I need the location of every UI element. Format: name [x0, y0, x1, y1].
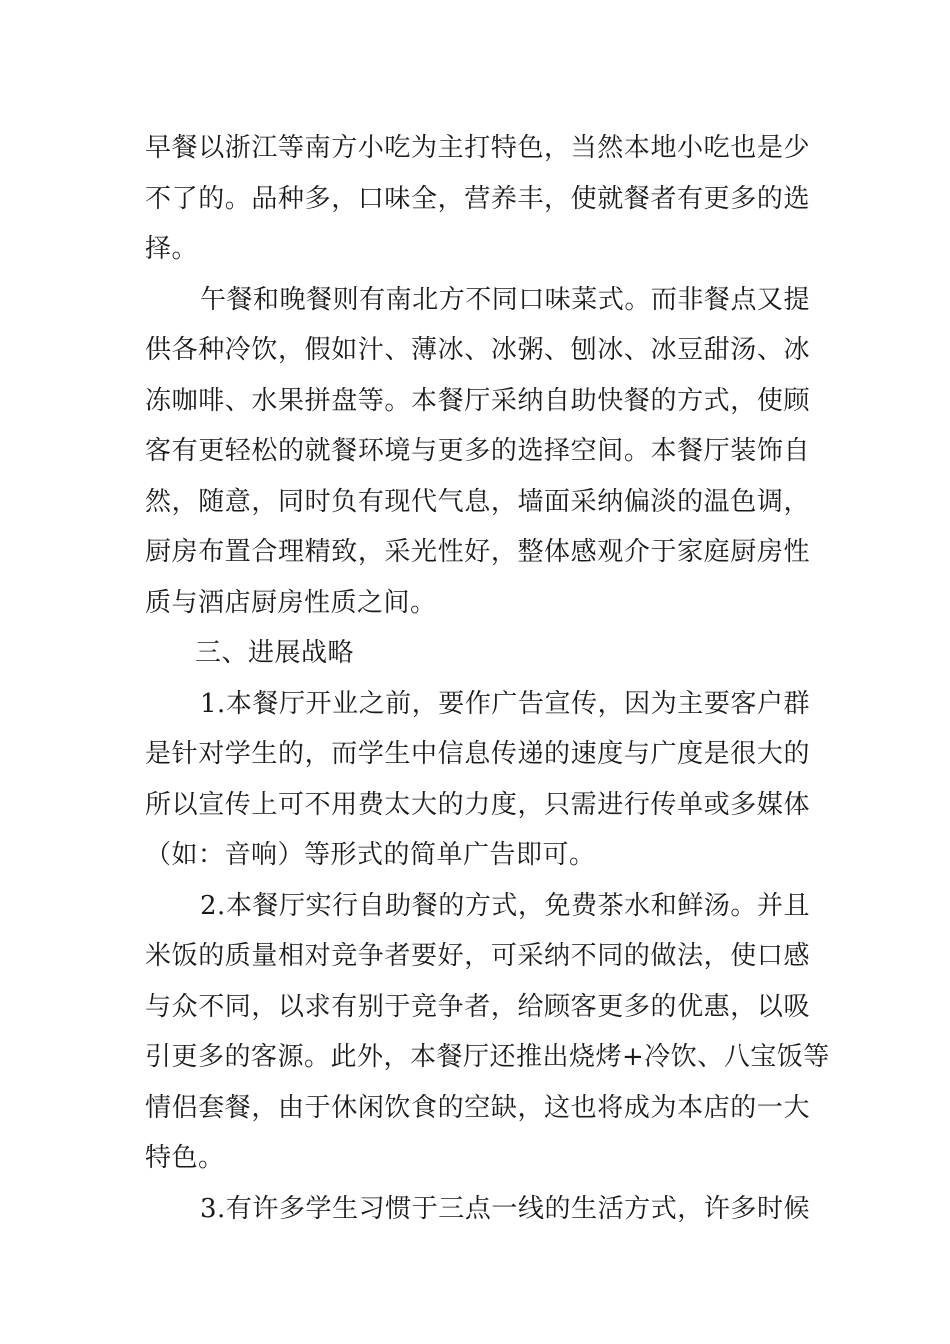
- text-line: 客有更轻松的就餐环境与更多的选择空间。本餐厅装饰自: [145, 436, 810, 466]
- text-line: 供各种冷饮，假如汁、薄冰、冰粥、刨冰、冰豆甜汤、冰: [145, 335, 810, 365]
- text-line: 冻咖啡、水果拼盘等。本餐厅采纳自助快餐的方式，使顾: [145, 385, 810, 416]
- text-line: 3.有许多学生习惯于三点一线的生活方式，许多时候: [200, 1193, 810, 1224]
- text-line: 三、进展战略: [195, 638, 355, 668]
- text-line: 引更多的客源。此外，本餐厅还推出烧烤+冷饮、八宝饭等: [145, 1042, 830, 1072]
- text-line: 与众不同，以求有别于竞争者，给顾客更多的优惠，以吸: [145, 991, 810, 1022]
- text-line: 1.本餐厅开业之前，要作广告宣传，因为主要客户群: [200, 688, 810, 719]
- text-line: 特色。: [145, 1143, 225, 1173]
- document-page: [145, 123, 830, 1234]
- text-line: 择。: [145, 234, 199, 264]
- text-line: 所以宣传上可不用费太大的力度，只需进行传单或多媒体: [145, 789, 810, 820]
- text-line: （如：音响）等形式的简单广告即可。: [145, 840, 596, 870]
- text-line: 2.本餐厅实行自助餐的方式，免费茶水和鲜汤。并且: [200, 890, 810, 921]
- text-line: 米饭的质量相对竞争者要好，可采纳不同的做法，使口感: [145, 941, 810, 971]
- text-line: 情侣套餐，由于休闲饮食的空缺，这也将成为本店的一大: [145, 1092, 810, 1123]
- text-line: 午餐和晚餐则有南北方不同口味菜式。而非餐点又提: [200, 284, 810, 315]
- text-line: 厨房布置合理精致，采光性好，整体感观介于家庭厨房性: [145, 537, 810, 567]
- text-line: 是针对学生的，而学生中信息传递的速度与广度是很大的: [145, 739, 810, 769]
- text-line: 然，随意，同时负有现代气息，墙面采纳偏淡的温色调，: [145, 486, 810, 517]
- text-line: 质与酒店厨房性质之间。: [145, 587, 437, 618]
- text-line: 不了的。品种多，口味全，营养丰，使就餐者有更多的选: [145, 183, 810, 214]
- text-line: 早餐以浙江等南方小吃为主打特色，当然本地小吃也是少: [145, 133, 810, 163]
